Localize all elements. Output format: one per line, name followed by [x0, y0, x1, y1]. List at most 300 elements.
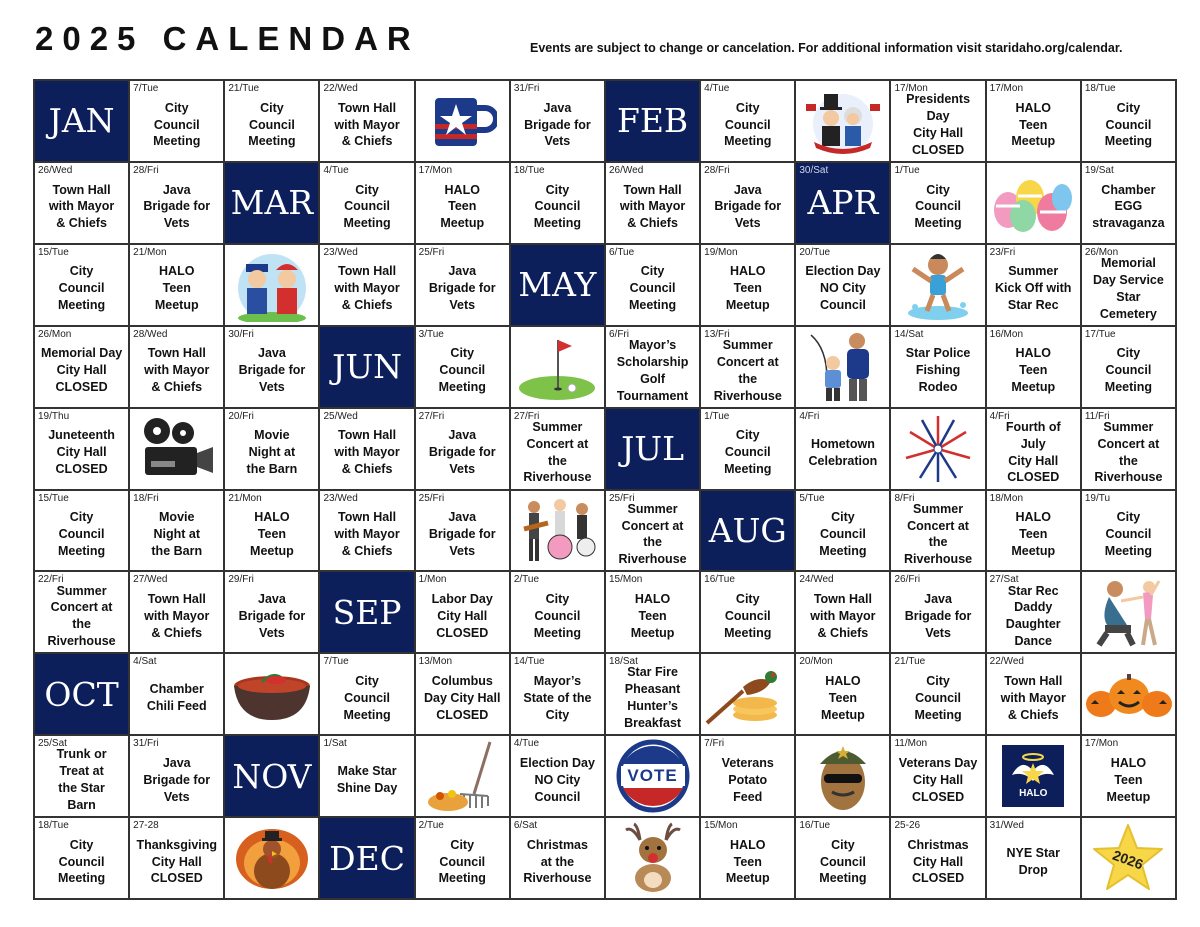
event-title: Town Hall with Mayor & Chiefs	[1000, 673, 1066, 722]
event-cell	[320, 654, 415, 736]
event-date: 18/Tue	[513, 164, 545, 176]
event-date: 11/Fri	[1084, 410, 1110, 422]
event-cell	[416, 818, 511, 900]
event-date: 20/Tue	[799, 246, 831, 258]
event-cell	[35, 409, 130, 491]
event-title: City Council Meeting	[57, 264, 106, 313]
illustration-cell	[1082, 818, 1177, 900]
event-cell	[701, 572, 796, 654]
event-title: Java Brigade for Vets	[238, 346, 306, 395]
event-title: Veterans Potato Feed	[721, 755, 774, 804]
event-title: Presidents Day City Hall CLOSED	[906, 92, 971, 157]
event-cell	[891, 491, 986, 573]
event-cell	[320, 163, 415, 245]
month-cell-aug	[701, 491, 796, 573]
illustration-cell	[796, 736, 891, 818]
event-title: Summer Concert at the Riverhouse	[904, 501, 973, 567]
event-date: 7/Tue	[133, 83, 159, 94]
month-cell-feb	[606, 81, 701, 163]
illustration-cell	[1082, 654, 1177, 736]
event-cell	[511, 409, 606, 491]
event-date: 8/Fri	[894, 492, 915, 504]
event-date: 28/Fri	[133, 164, 159, 176]
event-date: 16/Tue	[704, 574, 735, 586]
event-date: 31/Fri	[513, 83, 540, 94]
illustration-cell	[987, 163, 1082, 245]
event-title: Star Police Fishing Rodeo	[905, 346, 971, 395]
event-cell	[701, 818, 796, 900]
event-cell	[130, 81, 225, 163]
event-date: 17/Mon	[418, 164, 453, 176]
month-label: FEB	[616, 101, 689, 141]
event-date: 22/Fri	[38, 574, 64, 586]
event-cell	[225, 81, 320, 163]
event-title: Summer Concert at the Riverhouse	[47, 583, 116, 649]
halo-logo-text: HALO	[1019, 788, 1048, 800]
event-title: Movie Night at the Barn	[151, 510, 203, 558]
event-date: 15/Tue	[38, 492, 69, 504]
event-date: 23/Wed	[323, 246, 358, 258]
event-cell	[891, 654, 986, 736]
event-date: 14/Tue	[513, 656, 545, 668]
event-cell	[511, 163, 606, 245]
illustration-cell	[1082, 572, 1177, 654]
event-title: HALO Teen Meetup	[440, 182, 485, 231]
event-title: Mayor’s State of the City	[523, 673, 592, 722]
event-title: Labor Day City Hall CLOSED	[431, 592, 493, 640]
event-cell	[987, 409, 1082, 491]
event-title: Mayor’s Scholarship Golf Tournament	[616, 337, 689, 403]
month-label: OCT	[44, 674, 119, 714]
event-cell	[606, 327, 701, 409]
event-cell	[35, 572, 130, 654]
event-title: Christmas at the Riverhouse	[523, 837, 592, 886]
chili-bowl-icon	[230, 664, 314, 724]
event-date: 4/Tue	[323, 164, 349, 176]
event-date: 4/Tue	[704, 83, 730, 94]
event-date: 27/Sat	[989, 574, 1019, 586]
movie-projector-icon	[137, 415, 217, 483]
month-label: NOV	[232, 756, 312, 796]
event-title: HALO Teen Meetup	[725, 264, 770, 313]
event-title: Movie Night at the Barn	[246, 428, 298, 476]
event-title: City Council Meeting	[343, 182, 391, 231]
event-cell	[701, 327, 796, 409]
event-date: 18/Fri	[133, 492, 159, 504]
event-title: Town Hall with Mayor & Chiefs	[144, 592, 210, 640]
event-title: Java Brigade for Vets	[428, 428, 496, 476]
event-date: 22/Wed	[323, 83, 358, 94]
event-title: Thanksgiving City Hall CLOSED	[136, 837, 218, 886]
halo-logo-icon	[1002, 745, 1064, 807]
presidents-day-icon	[800, 86, 886, 156]
illustration-cell	[225, 654, 320, 736]
event-cell	[606, 245, 701, 327]
event-cell	[987, 327, 1082, 409]
event-date: 4/Fri	[799, 410, 820, 422]
event-title: Summer Concert at the Riverhouse	[618, 501, 687, 567]
event-title: Town Hall with Mayor & Chiefs	[334, 264, 400, 313]
event-title: HALO Teen Meetup	[1011, 346, 1056, 395]
event-title: City Council Meeting	[914, 673, 962, 722]
event-cell	[891, 736, 986, 818]
event-cell	[130, 245, 225, 327]
event-cell	[987, 572, 1082, 654]
month-label: JUL	[621, 429, 685, 469]
event-cell	[511, 572, 606, 654]
event-cell	[701, 409, 796, 491]
event-cell	[511, 654, 606, 736]
event-title: NYE Star Drop	[1006, 846, 1060, 878]
event-title: Java Brigade for Vets	[143, 182, 211, 231]
event-title: Fourth of July City Hall CLOSED	[1005, 419, 1061, 485]
event-cell	[701, 163, 796, 245]
event-date: 19/Mon	[704, 246, 738, 258]
event-cell	[35, 163, 130, 245]
event-title: City Council Meeting	[248, 100, 296, 149]
turkey-icon	[229, 821, 315, 895]
event-cell	[416, 245, 511, 327]
event-date: 26/Wed	[38, 164, 73, 176]
event-title: HALO Teen Meetup	[250, 510, 294, 558]
event-date: 25/Wed	[323, 410, 358, 422]
event-cell	[130, 163, 225, 245]
month-cell-jan	[35, 81, 130, 163]
event-date: 17/Mon	[989, 83, 1024, 94]
event-title: Town Hall with Mayor & Chiefs	[619, 182, 686, 231]
month-cell-nov	[225, 736, 320, 818]
event-date: 31/Fri	[133, 738, 159, 750]
fireworks-icon	[898, 412, 978, 486]
event-date: 6/Sat	[513, 820, 538, 832]
event-cell	[891, 818, 986, 900]
event-cell	[130, 491, 225, 573]
event-cell	[796, 245, 891, 327]
event-date: 14/Sat	[894, 328, 924, 340]
event-date: 15/Mon	[608, 574, 643, 586]
event-title: Java Brigade for Vets	[428, 510, 496, 558]
event-cell	[796, 654, 891, 736]
event-title: City Council Meeting	[819, 510, 867, 558]
event-title: City Council Meeting	[1104, 346, 1153, 395]
event-title: Java Brigade for Vets	[524, 100, 591, 149]
event-date: 21/Mon	[133, 246, 167, 258]
event-cell	[320, 81, 415, 163]
event-title: Java Brigade for Vets	[238, 592, 306, 640]
event-cell	[416, 572, 511, 654]
month-cell-jun	[320, 327, 415, 409]
event-cell	[606, 572, 701, 654]
event-cell	[1082, 163, 1177, 245]
event-title: Columbus Day City Hall CLOSED	[424, 673, 501, 722]
mug-icon	[427, 90, 497, 152]
event-title: Memorial Day Service Star Cemetery	[1092, 255, 1164, 321]
event-title: City Council Meeting	[724, 592, 772, 640]
event-title: Town Hall with Mayor & Chiefs	[144, 346, 210, 395]
event-cell	[416, 654, 511, 736]
event-title: Summer Concert at the Riverhouse	[1094, 419, 1163, 485]
vote-badge-text: VOTE	[627, 766, 678, 786]
illustration-cell	[987, 736, 1082, 818]
month-cell-apr	[796, 163, 891, 245]
event-date: 4/Tue	[513, 738, 540, 750]
illustration-cell	[416, 81, 511, 163]
month-cell-sep	[320, 572, 415, 654]
event-cell	[987, 818, 1082, 900]
event-date: 1/Sat	[323, 738, 347, 750]
event-cell	[511, 81, 606, 163]
band-icon	[514, 493, 600, 567]
event-date: 7/Fri	[704, 738, 725, 750]
event-cell	[1082, 245, 1177, 327]
page-title: 2025 CALENDAR	[35, 20, 420, 57]
star-2026-icon	[1090, 821, 1166, 895]
event-date: 28/Fri	[704, 164, 730, 176]
event-date: 15/Mon	[704, 820, 738, 832]
event-cell	[130, 654, 225, 736]
event-cell	[130, 572, 225, 654]
event-title: Town Hall with Mayor & Chiefs	[334, 100, 400, 149]
event-title: Java Brigade for Vets	[904, 592, 972, 640]
event-title: HALO Teen Meetup	[821, 673, 865, 722]
event-cell	[891, 81, 986, 163]
event-cell	[35, 327, 130, 409]
event-date: 19/Thu	[38, 410, 70, 422]
event-title: Chamber EGG stravaganza	[1092, 182, 1165, 231]
event-cell	[796, 409, 891, 491]
event-date: 1/Mon	[418, 574, 447, 586]
event-cell	[701, 81, 796, 163]
illustration-cell	[416, 736, 511, 818]
event-title: Star Rec Daddy Daughter Dance	[1005, 583, 1061, 649]
disclaimer-note: Events are subject to change or cancelation. For additional information visit staridaho.org/calendar.	[530, 41, 1123, 55]
month-cell-oct	[35, 654, 130, 736]
pumpkins-icon	[1083, 664, 1173, 724]
event-cell	[320, 409, 415, 491]
illustration-cell	[891, 245, 986, 327]
police-fire-icon	[232, 248, 312, 322]
illustration-cell	[701, 654, 796, 736]
event-date: 11/Mon	[894, 738, 928, 750]
event-date: 29/Fri	[228, 574, 254, 586]
event-title: City Council Meeting	[153, 100, 201, 149]
event-title: Juneteenth City Hall CLOSED	[48, 428, 115, 476]
event-date: 25/Fri	[418, 492, 445, 504]
event-title: Town Hall with Mayor & Chiefs	[48, 182, 115, 231]
event-title: Chamber Chili Feed	[146, 682, 207, 714]
event-cell	[225, 572, 320, 654]
event-cell	[1082, 736, 1177, 818]
star-2026-text: 2026	[1111, 846, 1146, 873]
event-title: Town Hall with Mayor & Chiefs	[334, 428, 400, 476]
event-cell	[225, 491, 320, 573]
event-cell	[1082, 491, 1177, 573]
event-date: 28/Wed	[133, 328, 168, 340]
event-date: 21/Tue	[894, 656, 926, 668]
event-cell	[225, 327, 320, 409]
event-title: HALO Teen Meetup	[1011, 510, 1056, 558]
event-date: 19/Tu	[1084, 492, 1111, 504]
event-date: 27/Wed	[133, 574, 168, 586]
event-cell	[701, 245, 796, 327]
potato-soldier-icon	[808, 738, 878, 814]
event-date: 17/Tue	[1084, 328, 1116, 340]
dance-icon	[1087, 575, 1169, 649]
event-title: Trunk or Treat at the Star Barn	[56, 747, 107, 813]
month-label: DEC	[329, 838, 405, 878]
event-title: HALO Teen Meetup	[630, 592, 675, 640]
event-date: 17/Mon	[894, 83, 928, 94]
event-date: 6/Tue	[608, 246, 635, 258]
event-date: 25/Fri	[418, 246, 445, 258]
event-date: 27/Fri	[513, 410, 540, 422]
event-title: Java Brigade for Vets	[714, 182, 782, 231]
event-date: 20/Fri	[228, 410, 254, 422]
event-title: City Council Meeting	[1104, 510, 1153, 558]
month-label: SEP	[332, 592, 402, 632]
event-date: 27/Fri	[418, 410, 445, 422]
event-date: 25-26	[894, 820, 921, 832]
event-title: HALO Teen Meetup	[725, 837, 770, 886]
pheasant-pancakes-icon	[705, 657, 791, 731]
event-date: 20/Mon	[799, 656, 833, 668]
illustration-cell	[606, 736, 701, 818]
event-title: City Council Meeting	[533, 182, 582, 231]
event-cell	[891, 163, 986, 245]
event-title: City Council Meeting	[438, 837, 486, 886]
event-date: 31/Wed	[989, 820, 1024, 832]
rake-leaves-icon	[424, 738, 500, 814]
event-title: City Council Meeting	[57, 837, 106, 886]
event-cell	[701, 736, 796, 818]
event-cell	[987, 491, 1082, 573]
illustration-cell	[511, 327, 606, 409]
illustration-cell	[130, 409, 225, 491]
event-title: City Council Meeting	[914, 182, 962, 231]
event-date: 5/Tue	[799, 492, 825, 504]
event-date: 3/Tue	[418, 328, 444, 340]
event-cell	[606, 654, 701, 736]
month-cell-mar	[225, 163, 320, 245]
event-date: 4/Fri	[989, 410, 1010, 422]
event-cell	[416, 163, 511, 245]
event-date: 26/Mon	[1084, 246, 1119, 258]
event-date: 17/Mon	[1084, 738, 1119, 750]
event-cell	[416, 491, 511, 573]
event-title: HALO Teen Meetup	[1011, 100, 1056, 149]
event-title: Memorial Day City Hall CLOSED	[40, 346, 123, 395]
month-label: MAR	[230, 183, 314, 223]
event-title: Summer Concert at the Riverhouse	[713, 337, 782, 403]
event-cell	[130, 818, 225, 900]
event-date: 6/Fri	[608, 328, 629, 340]
event-cell	[130, 736, 225, 818]
month-cell-dec	[320, 818, 415, 900]
event-date: 26/Mon	[38, 328, 72, 340]
event-cell	[511, 736, 606, 818]
illustration-cell	[606, 818, 701, 900]
event-cell	[35, 818, 130, 900]
event-cell	[320, 736, 415, 818]
event-cell	[1082, 327, 1177, 409]
event-cell	[796, 818, 891, 900]
event-date: 22/Wed	[989, 656, 1024, 668]
event-date: 18/Tue	[1084, 83, 1116, 94]
event-cell	[796, 572, 891, 654]
event-date: 2/Tue	[513, 574, 540, 586]
splash-kid-icon	[903, 247, 973, 323]
event-title: Make Star Shine Day	[336, 764, 398, 796]
event-title: City Council Meeting	[438, 346, 486, 395]
event-date: 18/Mon	[989, 492, 1024, 504]
month-label: AUG	[708, 510, 787, 550]
event-cell	[35, 491, 130, 573]
event-cell	[416, 409, 511, 491]
event-date: 13/Mon	[418, 656, 453, 668]
month-label: APR	[807, 183, 879, 223]
event-cell	[35, 736, 130, 818]
event-title: HALO Teen Meetup	[154, 264, 199, 313]
event-cell	[416, 327, 511, 409]
event-title: Java Brigade for Vets	[143, 755, 211, 804]
event-cell	[320, 491, 415, 573]
calendar-grid	[33, 79, 1177, 900]
month-label: MAY	[518, 265, 597, 305]
golf-flag-icon	[514, 332, 600, 402]
event-cell	[796, 491, 891, 573]
event-title: Java Brigade for Vets	[428, 264, 496, 313]
illustration-cell	[796, 81, 891, 163]
event-date: 23/Wed	[323, 492, 358, 504]
illustration-cell	[511, 491, 606, 573]
illustration-cell	[796, 327, 891, 409]
event-title: Town Hall with Mayor & Chiefs	[334, 510, 400, 558]
event-title: Star Fire Pheasant Hunter’s Breakfast	[624, 665, 682, 731]
event-date: 27-28	[133, 820, 159, 832]
event-date: 4/Sat	[133, 656, 157, 668]
event-date: 30/Sat	[799, 164, 829, 176]
event-date: 18/Sat	[608, 656, 638, 668]
event-cell	[1082, 81, 1177, 163]
event-title: Hometown Celebration	[808, 436, 878, 468]
event-date: 25/Sat	[38, 738, 67, 750]
illustration-cell	[225, 818, 320, 900]
month-label: JUN	[332, 347, 403, 387]
event-title: Election Day NO City Council	[805, 264, 881, 313]
event-cell	[987, 654, 1082, 736]
event-cell	[511, 818, 606, 900]
event-date: 16/Mon	[989, 328, 1024, 340]
event-title: HALO Teen Meetup	[1106, 755, 1151, 804]
vote-badge-icon	[615, 738, 691, 814]
event-title: City Council Meeting	[724, 100, 772, 149]
event-date: 19/Sat	[1084, 164, 1114, 176]
event-title: City Council Meeting	[343, 673, 391, 722]
event-title: Summer Kick Off with Star Rec	[995, 264, 1072, 313]
event-cell	[1082, 409, 1177, 491]
event-date: 2/Tue	[418, 820, 444, 832]
month-cell-jul	[606, 409, 701, 491]
month-label: JAN	[48, 101, 115, 141]
event-cell	[320, 245, 415, 327]
event-date: 21/Tue	[228, 83, 260, 94]
event-cell	[35, 245, 130, 327]
event-date: 30/Fri	[228, 328, 254, 340]
event-date: 24/Wed	[799, 574, 834, 586]
event-cell	[225, 409, 320, 491]
event-date: 26/Fri	[894, 574, 921, 586]
event-title: City Council Meeting	[57, 510, 106, 558]
